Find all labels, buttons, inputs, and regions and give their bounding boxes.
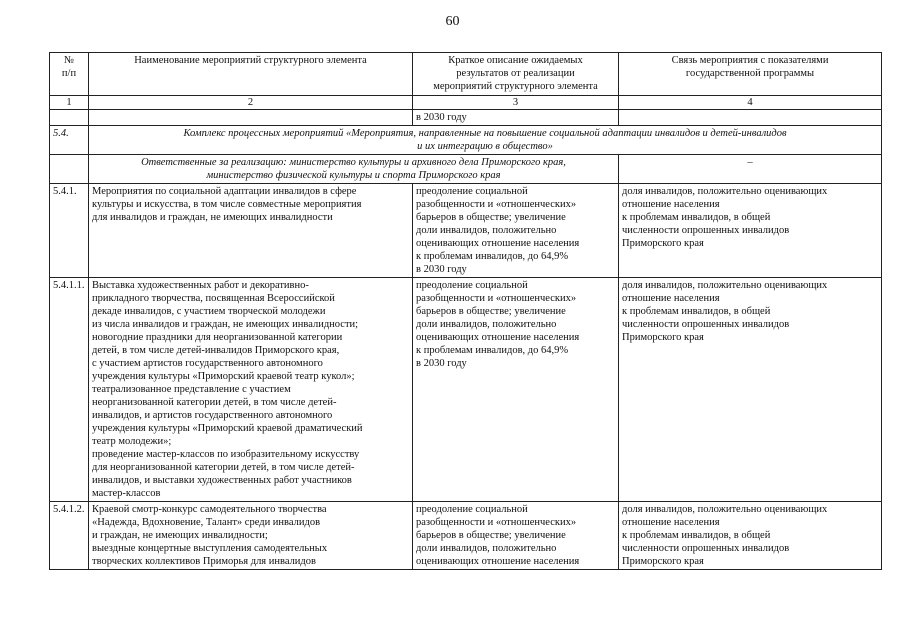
row-description: преодоление социальной разобщенности и «отношенческих» барьеров в обществе; увеличение доли инвалидов, положительно оценивающих отношение населения [413, 502, 619, 570]
table-row [50, 278, 882, 502]
measures-table [49, 52, 882, 570]
row-name: Выставка художественных работ и декоративно- прикладного творчества, посвященная Всероссийской декаде инвалидов, с участием творческой молодежи из числа инвалидов и граждан, не имеющих инвалидности; новогодние праздники для неорганизованной категории детей, в том числе детей-инвалидов Приморского края, с участием артистов государственного автономного учреждения культуры «Приморский краевой театр кукол»; театрализованное представление с участием неорганизованной категории детей, в том числе детей- инвалидов, и артистов государственного автономного учреждения культуры «Приморский краевой драматический театр молодежи»; проведение мастер-классов по изобразительному искусству для неорганизованной категории детей, в том числе детей- инвалидов, и выставки художественных работ участников мастер-классов [89, 278, 413, 502]
row-name: Краевой смотр-конкурс самодеятельного творчества «Надежда, Вдохновение, Талант» среди инвалидов и граждан, не имеющих инвалидности; выездные концертные выступления самодеятельных творческих коллективов Приморья для инвалидов [89, 502, 413, 570]
responsible-text: Ответственные за реализацию: министерство культуры и архивного дела Приморского края, министерство физической культуры и спорта Приморского края [89, 155, 619, 184]
row-link: доля инвалидов, положительно оценивающих отношение населения к проблемам инвалидов, в общей численности опрошенных инвалидов Приморского края [619, 502, 882, 570]
column-index-4: 4 [619, 96, 882, 110]
row-name: Мероприятия по социальной адаптации инвалидов в сфере культуры и искусства, в том числе совместные мероприятия для инвалидов и граждан, не имеющих инвалидности [89, 184, 413, 278]
column-index-1: 1 [50, 96, 89, 110]
section-number: 5.4. [50, 126, 89, 155]
header-number: № п/п [50, 53, 89, 96]
page-number: 60 [445, 14, 460, 29]
header-description: Краткое описание ожидаемых результатов от реализации мероприятий структурного элемента [413, 53, 619, 96]
column-index-3: 3 [413, 96, 619, 110]
row-description: преодоление социальной разобщенности и «отношенческих» барьеров в обществе; увеличение доли инвалидов, положительно оценивающих отношение населения к проблемам инвалидов, до 64,9% в 2030 году [413, 278, 619, 502]
row-number: 5.4.1.1. [50, 278, 89, 502]
row-number: 5.4.1. [50, 184, 89, 278]
table-row [50, 502, 882, 570]
header-name: Наименование мероприятий структурного элемента [89, 53, 413, 96]
column-index-2: 2 [89, 96, 413, 110]
continuation-description: в 2030 году [413, 110, 619, 126]
section-title: Комплекс процессных мероприятий «Мероприятия, направленные на повышение социальной адаптации инвалидов и детей-инвалидов и их интеграцию в общество» [89, 126, 882, 155]
row-link: доля инвалидов, положительно оценивающих отношение населения к проблемам инвалидов, в общей численности опрошенных инвалидов Приморского края [619, 184, 882, 278]
table-header-row [50, 53, 882, 96]
column-index-row [50, 96, 882, 110]
responsible-link: – [619, 155, 882, 184]
row-number: 5.4.1.2. [50, 502, 89, 570]
responsible-row [50, 155, 882, 184]
header-link: Связь мероприятия с показателями государственной программы [619, 53, 882, 96]
table-row [50, 184, 882, 278]
row-description: преодоление социальной разобщенности и «отношенческих» барьеров в обществе; увеличение доли инвалидов, положительно оценивающих отношение населения к проблемам инвалидов, до 64,9% в 2030 году [413, 184, 619, 278]
section-row [50, 126, 882, 155]
continuation-row [50, 110, 882, 126]
row-link: доля инвалидов, положительно оценивающих отношение населения к проблемам инвалидов, в общей численности опрошенных инвалидов Приморского края [619, 278, 882, 502]
